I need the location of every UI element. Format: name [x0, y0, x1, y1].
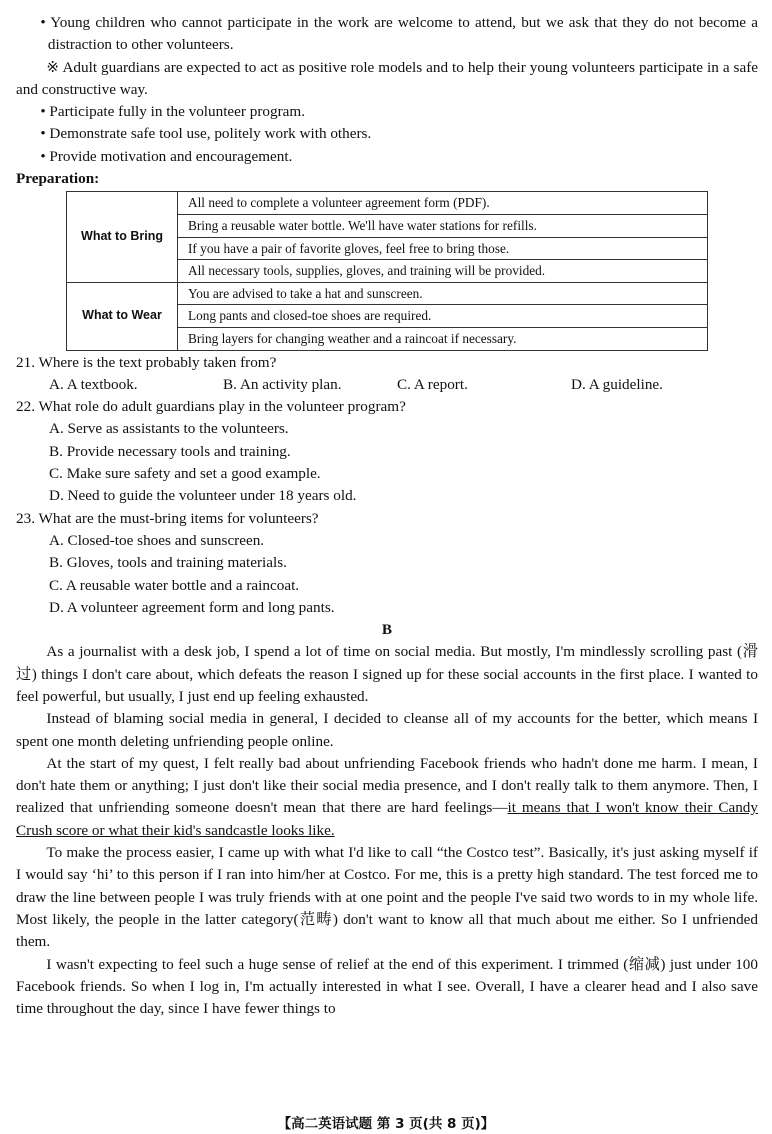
what-to-bring-label: What to Bring — [67, 192, 178, 282]
option-c: C. A report. — [397, 375, 468, 393]
question-21-stem: 21. Where is the text probably taken from? — [16, 353, 277, 371]
bring-item-text: All need to complete a volunteer agreement form (PDF). — [188, 195, 490, 211]
option-d: D. A guideline. — [571, 375, 663, 393]
bring-item: If you have a pair of favorite gloves, feel free to bring those. — [178, 237, 708, 260]
question-23-stem: 23. What are the must-bring items for volunteers? — [16, 509, 319, 527]
underlined-sentence: it means that I won't know their Candy Crush score or what their kid's sandcastle looks like. — [16, 799, 758, 839]
passage-paragraph-4: To make the process easier, I came up with what I'd like to call “the Costco test”. Basically, it's just asking myself if I would say ‘hi’ to this person if I ran into him/her at Costco. For me, this is a pretty high standard. The test forced me to draw the line between people I was truly friends with at one point and the people I've said two words to in my whole life. Most likely, the people in the latter category(范畴) don't want to know all that much about me either. So I unfriended them. — [16, 844, 758, 951]
intro-bullet-3: • Demonstrate safe tool use, politely work with others. — [40, 125, 372, 143]
option-b: B. Gloves, tools and training materials. — [49, 554, 287, 572]
option-c: C. Make sure safety and set a good example. — [49, 465, 321, 483]
passage-paragraph-3 — [16, 753, 758, 842]
option-d: D. A volunteer agreement form and long pants. — [49, 598, 335, 616]
bring-item: All necessary tools, supplies, gloves, and training will be provided. — [178, 260, 708, 283]
passage-paragraph-2: Instead of blaming social media in general, I decided to cleanse all of my accounts for the better, which means I spent one month deleting unfriending people online. — [16, 710, 758, 750]
preparation-table — [66, 191, 708, 350]
guardian-note: ※ Adult guardians are expected to act as positive role models and to help their young volunteers participate in a safe and constructive way. — [16, 58, 758, 98]
option-c: C. A reusable water bottle and a raincoat. — [49, 576, 300, 594]
passage-paragraph-1: As a journalist with a desk job, I spend a lot of time on social media. But mostly, I'm mindlessly scrolling past (滑过) things I don't care about, which defeats the reason I signed up for these social accounts in the first place. I wanted to feel powerful, but usually, I just end up feeling exhausted. — [16, 643, 758, 705]
intro-bullet-2: • Participate fully in the volunteer program. — [40, 103, 306, 121]
page-footer: 【高二英语试题 第 3 页(共 8 页)】 — [277, 1116, 495, 1132]
option-a: A. Closed-toe shoes and sunscreen. — [49, 531, 265, 549]
section-label-b: B — [381, 621, 393, 639]
question-22-stem: 22. What role do adult guardians play in the volunteer program? — [16, 398, 406, 416]
table-row — [67, 192, 708, 215]
wear-item: Bring layers for changing weather and a raincoat if necessary. — [178, 327, 708, 350]
what-to-wear-label: What to Wear — [67, 282, 178, 350]
page-content — [16, 12, 758, 1020]
option-d: D. Need to guide the volunteer under 18 years old. — [49, 487, 357, 505]
option-a: A. Serve as assistants to the volunteers. — [49, 420, 289, 438]
option-b: B. Provide necessary tools and training. — [49, 442, 291, 460]
passage-paragraph-5: I wasn't expecting to feel such a huge sense of relief at the end of this experiment. I trimmed (缩减) just under 100 Facebook friends. So when I log in, I'm actually interested in what I see. Overall, I have a clearer head and I also save time throughout the day, since I have fewer things to — [16, 955, 758, 1018]
paragraph-3-text: At the start of my quest, I felt really bad about unfriending Facebook friends who hadn't done me harm. I mean, I don't hate them or anything; I just don't like their social media presence, and I don't really talk to them anymore. Then, I realized that unfriending someone doesn't mean that there are hard feelings— — [16, 754, 758, 817]
option-a: A. A textbook. — [49, 375, 138, 393]
question-21-options — [16, 374, 758, 396]
preparation-heading: Preparation: — [16, 170, 100, 188]
bring-item: Bring a reusable water bottle. We'll have water stations for refills. — [178, 214, 708, 237]
option-b: B. An activity plan. — [223, 375, 342, 393]
intro-bullet-4: • Provide motivation and encouragement. — [40, 147, 293, 165]
table-row — [67, 282, 708, 305]
wear-item: You are advised to take a hat and sunscreen. — [178, 282, 708, 305]
wear-item: Long pants and closed-toe shoes are required. — [178, 305, 708, 328]
intro-bullet-1: • Young children who cannot participate in the work are welcome to attend, but we ask that they do not become a distraction to other volunteers. — [40, 14, 758, 54]
bring-item — [178, 192, 708, 215]
